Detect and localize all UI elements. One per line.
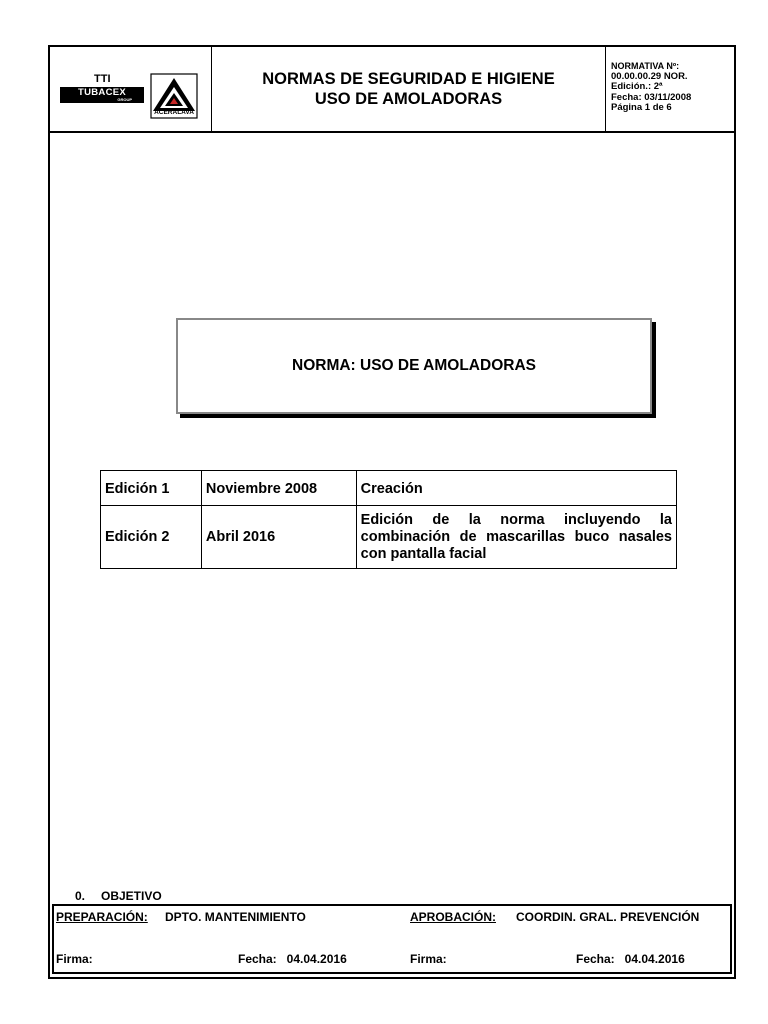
preparacion-label: PREPARACIÓN: xyxy=(56,910,148,924)
aprobacion-value: COORDIN. GRAL. PREVENCIÓN xyxy=(516,910,700,924)
normativa-label: NORMATIVA Nº: xyxy=(611,61,680,71)
norma-title: NORMA: USO DE AMOLADORAS xyxy=(292,357,536,374)
pagina-value: Página 1 de 6 xyxy=(611,102,672,113)
edicion-value: Edición.: 2ª xyxy=(611,81,663,92)
section-number: 0. xyxy=(75,889,86,903)
fecha-right: Fecha: 04.04.2016 xyxy=(576,952,685,966)
approval-footer xyxy=(52,904,732,974)
document-title: NORMAS DE SEGURIDAD E HIGIENE xyxy=(262,70,555,88)
tubacex-logo-text: TUBACEX xyxy=(77,87,127,98)
document-meta xyxy=(606,47,734,131)
description-cell: Edición de la norma incluyendo la combinación de mascarillas buco nasales con pantalla facial xyxy=(356,506,676,569)
document-subtitle: USO DE AMOLADORAS xyxy=(314,90,503,108)
document-header xyxy=(48,45,736,133)
table-row xyxy=(101,506,677,569)
section-title: OBJETIVO xyxy=(101,889,162,903)
logo-cell xyxy=(50,47,212,131)
aprobacion-label: APROBACIÓN: xyxy=(410,910,496,924)
tti-logo-text: TTI xyxy=(94,73,111,85)
date-cell: Abril 2016 xyxy=(201,506,356,569)
tubacex-group-text: GROUP xyxy=(117,97,132,102)
editions-table xyxy=(100,470,677,569)
date-cell: Noviembre 2008 xyxy=(201,471,356,506)
description-cell: Creación xyxy=(356,471,676,506)
tubacex-logo xyxy=(60,87,144,103)
aceralava-logo-text: ACERALAVA xyxy=(154,109,194,116)
table-row xyxy=(101,471,677,506)
normativa-value: 00.00.00.29 NOR. xyxy=(611,70,688,82)
firma-left: Firma: xyxy=(56,952,93,966)
norma-title-box xyxy=(176,318,652,414)
edition-cell: Edición 1 xyxy=(101,471,202,506)
preparacion-value: DPTO. MANTENIMIENTO xyxy=(165,910,306,924)
section-heading xyxy=(75,889,162,903)
fecha-left: Fecha: 04.04.2016 xyxy=(238,952,347,966)
header-title-cell xyxy=(212,47,606,131)
edition-cell: Edición 2 xyxy=(101,506,202,569)
firma-right: Firma: xyxy=(410,952,447,966)
fecha-value: Fecha: 03/11/2008 xyxy=(611,91,692,103)
